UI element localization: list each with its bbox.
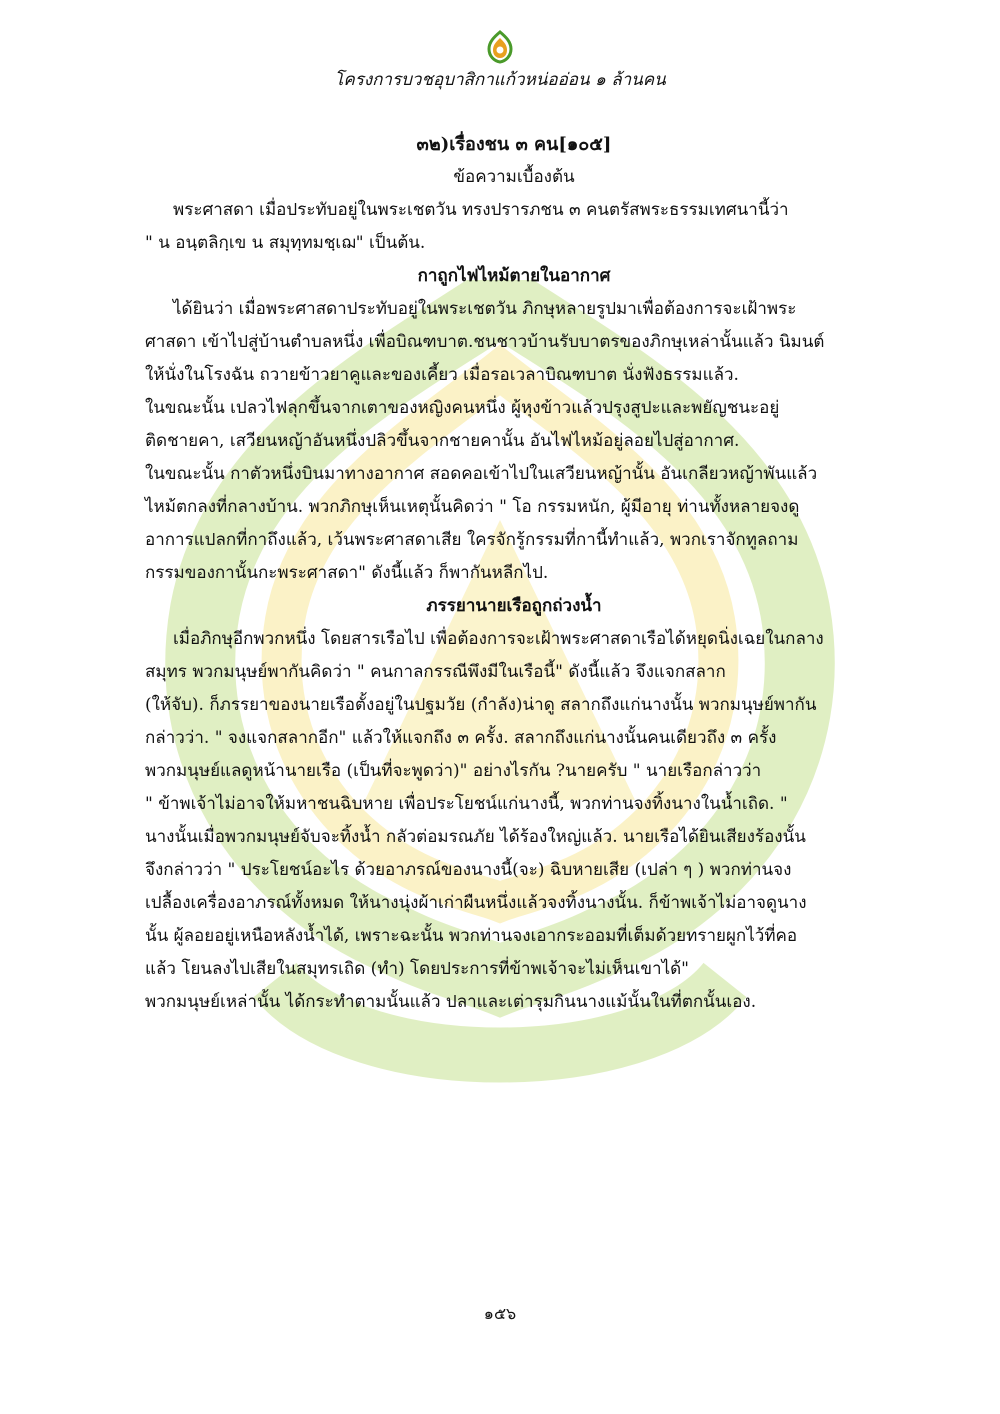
paragraph-line: " ข้าพเจ้าไม่อาจให้มหาชนฉิบหาย เพื่อประโยชน์แก่นางนี้, พวกท่านจงทิ้งนางในน้ำเถิด. " bbox=[145, 794, 788, 814]
paragraph-line: แล้ว โยนลงไปเสียในสมุทรเถิด (ทำ) โดยประการที่ข้าพเจ้าจะไม่เห็นเขาได้" bbox=[145, 959, 689, 979]
paragraph-line: พวกมนุษย์แลดูหน้านายเรือ (เป็นที่จะพูดว่า)" อย่างไรกัน ?นายครับ " นายเรือกล่าวว่า bbox=[145, 761, 762, 781]
paragraph-line: " น อนฺตลิกฺเข น สมุทฺทมชฺเฌ" เป็นต้น. bbox=[145, 233, 426, 253]
paragraph-line: ไหม้ตกลงที่กลางบ้าน. พวกภิกษุเห็นเหตุนั้นคิดว่า " โอ กรรมหนัก, ผู้มีอายุ ท่านทั้งหลายจงดู bbox=[145, 497, 800, 517]
paragraph-line: จึงกล่าวว่า " ประโยชน์อะไร ด้วยอาภรณ์ของนางนี้(จะ) ฉิบหายเสีย (เปล่า ๆ ) พวกท่านจง bbox=[145, 860, 792, 880]
paragraph-line: ติดชายคา, เสวียนหญ้าอันหนึ่งปลิวขึ้นจากชายคานั้น อันไฟไหม้อยู่ลอยไปสู่อากาศ. bbox=[145, 431, 740, 451]
paragraph-line: อาการแปลกที่กาถึงแล้ว, เว้นพระศาสดาเสีย ใครจักรู้กรรมที่กานี้ทำแล้ว, พวกเราจักทูลถาม bbox=[145, 530, 799, 550]
page-number: ๑๕๖ bbox=[483, 1304, 517, 1323]
paragraph-line: นั้น ผู้ลอยอยู่เหนือหลังน้ำได้, เพราะฉะนั้น พวกท่านจงเอากระออมที่เต็มด้วยทรายผูกไว้ที่คอ bbox=[145, 926, 798, 946]
paragraph-line: ในขณะนั้น เปลวไฟลุกขึ้นจากเตาของหญิงคนหนึ่ง ผู้หุงข้าวแล้วปรุงสูปะและพยัญชนะอยู่ bbox=[145, 398, 780, 418]
paragraph-line: กล่าวว่า. " จงแจกสลากอีก" แล้วให้แจกถึง ๓ ครั้ง. สลากถึงแก่นางนั้นคนเดียวถึง ๓ ครั้ง bbox=[145, 728, 777, 748]
paragraph-line: พระศาสดา เมื่อประทับอยู่ในพระเชตวัน ทรงปรารภชน ๓ คนตรัสพระธรรมเทศนานี้ว่า bbox=[173, 200, 789, 220]
story-title: ๓๒)เรื่องชน ๓ คน[๑๐๕] bbox=[416, 134, 612, 155]
paragraph-line: เมื่อภิกษุอีกพวกหนึ่ง โดยสารเรือไป เพื่อต้องการจะเฝ้าพระศาสดาเรือได้หยุดนิ่งเฉยในกลาง bbox=[173, 629, 824, 649]
paragraph-line: กรรมของกานั้นกะพระศาสดา" ดังนี้แล้ว ก็พากันหลีกไป. bbox=[145, 563, 549, 583]
intro-heading: ข้อความเบื้องต้น bbox=[453, 167, 575, 187]
lotus-logo-icon bbox=[486, 30, 514, 64]
paragraph-line: ศาสดา เข้าไปสู่บ้านตำบลหนึ่ง เพื่อบิณฑบาต.ชนชาวบ้านรับบาตรของภิกษุเหล่านั้นแล้ว นิมนต์ bbox=[145, 332, 825, 352]
paragraph-line: ได้ยินว่า เมื่อพระศาสดาประทับอยู่ในพระเชตวัน ภิกษุหลายรูปมาเพื่อต้องการจะเฝ้าพระ bbox=[173, 299, 797, 319]
paragraph-line: เปลื้องเครื่องอาภรณ์ทั้งหมด ให้นางนุ่งผ้าเก่าผืนหนึ่งแล้วจงทิ้งนางนั้น. ก็ข้าพเจ้าไม่อาจดูนาง bbox=[145, 893, 807, 913]
paragraph-line: ในขณะนั้น กาตัวหนึ่งบินมาทางอากาศ สอดคอเข้าไปในเสวียนหญ้านั้น อันเกลียวหญ้าพันแล้ว bbox=[145, 464, 818, 484]
section-heading-wife: ภรรยานายเรือถูกถ่วงน้ำ bbox=[426, 596, 602, 616]
paragraph-line: พวกมนุษย์เหล่านั้น ได้กระทำตามนั้นแล้ว ปลาและเต่ารุมกินนางแม้นั้นในที่ตกนั้นเอง. bbox=[145, 992, 757, 1012]
section-heading-crow: กาถูกไฟไหม้ตายในอากาศ bbox=[417, 266, 611, 286]
paragraph-line: (ให้จับ). ก็ภรรยาของนายเรือตั้งอยู่ในปฐมวัย (กำลัง)น่าดู สลากถึงแก่นางนั้น พวกมนุษย์พากัน bbox=[145, 695, 817, 715]
paragraph-line: นางนั้นเมื่อพวกมนุษย์จับจะทิ้งน้ำ กลัวต่อมรณภัย ได้ร้องใหญ่แล้ว. นายเรือได้ยินเสียงร้องนั้น bbox=[145, 827, 806, 847]
document-body bbox=[145, 128, 883, 1019]
paragraph-line: สมุทร พวกมนุษย์พากันคิดว่า " คนกาลกรรณีพึงมีในเรือนี้" ดังนี้แล้ว จึงแจกสลาก bbox=[145, 662, 726, 682]
document-header-title: โครงการบวชอุบาสิกาแก้วหน่ออ่อน ๑ ล้านคน bbox=[334, 70, 666, 90]
paragraph-line: ให้นั่งในโรงฉัน ถวายข้าวยาคูและของเคี้ยว เมื่อรอเวลาบิณฑบาต นั่งฟังธรรมแล้ว. bbox=[145, 365, 739, 385]
